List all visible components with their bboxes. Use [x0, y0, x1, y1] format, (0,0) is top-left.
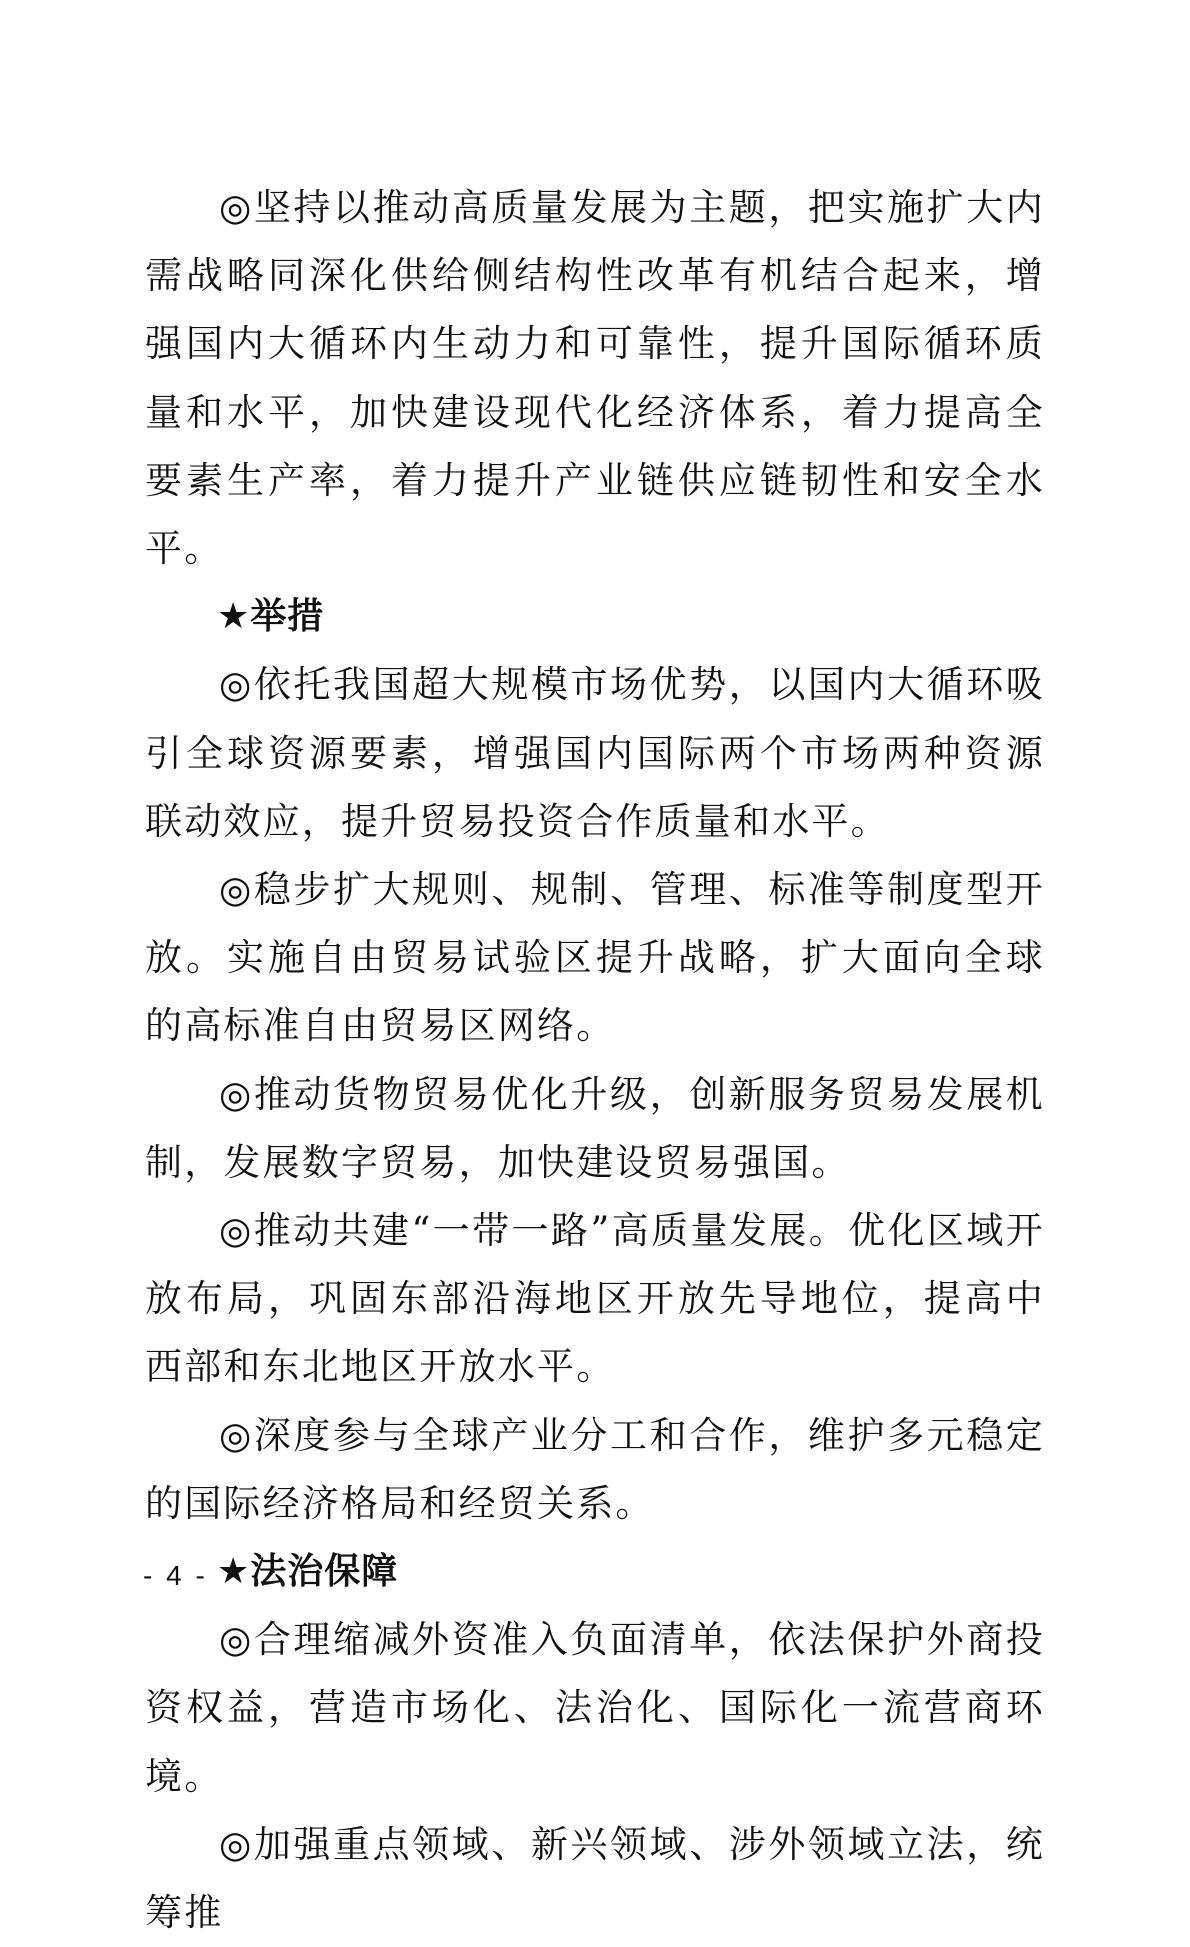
page-number: - 4 -	[143, 1560, 208, 1591]
paragraph-market-advantage: ◎依托我国超大规模市场优势，以国内大循环吸引全球资源要素，增强国内国际两个市场两种资源联动效应，提升贸易投资合作质量和水平。	[145, 663, 1045, 843]
paragraph-theme: ◎坚持以推动高质量发展为主题，把实施扩大内需战略同深化供给侧结构性改革有机结合起来，增强国内大循环内生动力和可靠性，提升国际循环质量和水平，加快建设现代化经济体系，着力提高全要素生产率，着力提升产业链供应链韧性和安全水平。	[145, 186, 1045, 571]
paragraph-trade-upgrade: ◎推动货物贸易优化升级，创新服务贸易发展机制，发展数字贸易，加快建设贸易强国。	[145, 1072, 1045, 1184]
section-heading-rule-of-law: ★法治保障	[217, 1551, 399, 1593]
paragraph-negative-list: ◎合理缩减外资准入负面清单，依法保护外商投资权益，营造市场化、法治化、国际化一流营商环境。	[145, 1618, 1045, 1798]
document-body	[145, 174, 1045, 1947]
paragraph-legislation: ◎加强重点领域、新兴领域、涉外领域立法，统筹推	[145, 1822, 1045, 1935]
paragraph-belt-and-road: ◎推动共建“一带一路”高质量发展。优化区域开放布局，巩固东部沿海地区开放先导地位，提高中西部和东北地区开放水平。	[145, 1209, 1045, 1389]
paragraph-global-division: ◎深度参与全球产业分工和合作，维护多元稳定的国际经济格局和经贸关系。	[145, 1413, 1045, 1525]
paragraph-institutional-opening: ◎稳步扩大规则、规制、管理、标准等制度型开放。实施自由贸易试验区提升战略，扩大面向全球的高标准自由贸易区网络。	[145, 868, 1045, 1048]
section-heading-measures: ★举措	[217, 596, 325, 638]
